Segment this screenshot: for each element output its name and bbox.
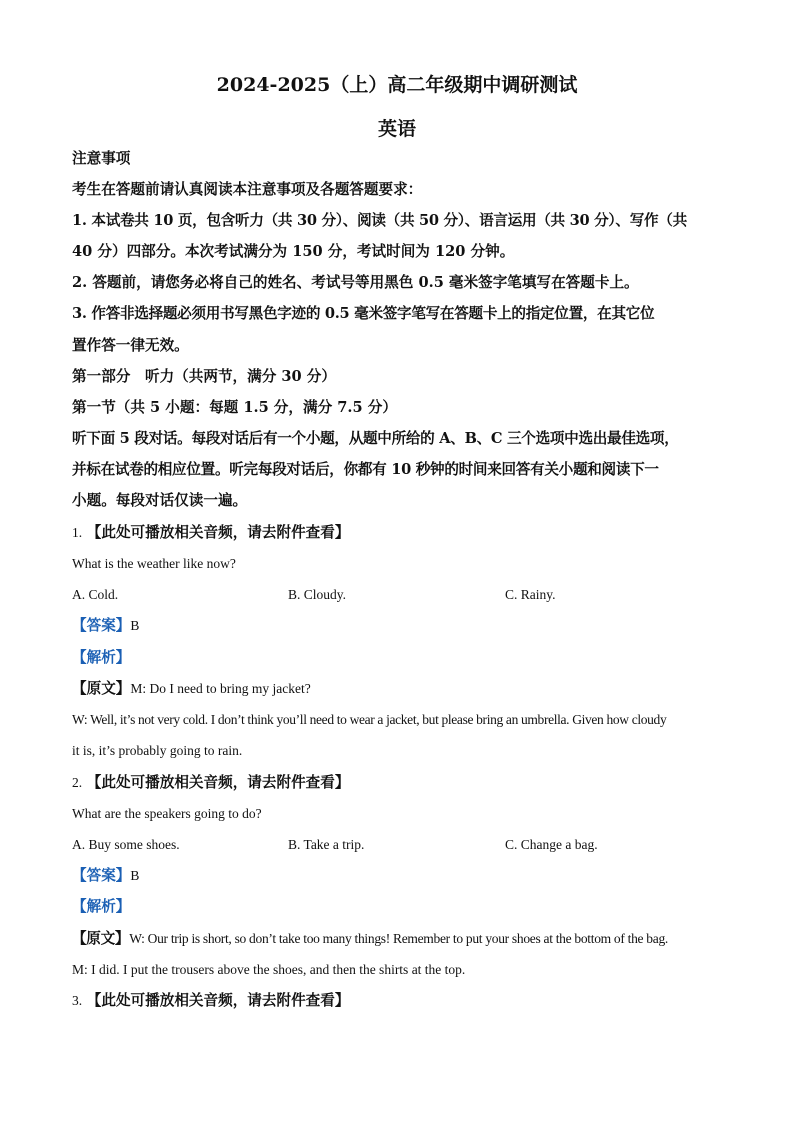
question-1-text: What is the weather like now? [72, 556, 236, 571]
notice-item-1-line-2: 40 分）四部分。本次考试满分为 150 分，考试时间为 120 分钟。 [72, 243, 515, 260]
question-1-answer [72, 616, 732, 636]
question-1-original-line-3: it is, it’s probably going to rain. [72, 743, 243, 758]
question-2-header [72, 773, 732, 793]
question-number: 1. [72, 525, 83, 540]
audio-note: 【此处可播放相关音频，请去附件查看】 [86, 774, 350, 791]
question-1-analysis [72, 648, 732, 668]
question-1-header [72, 523, 732, 543]
question-1-original-line-1 [72, 679, 732, 699]
analysis-label: 【解析】 [72, 898, 131, 915]
instructions-line-3: 小题。每段对话仅读一遍。 [72, 492, 248, 509]
question-1-original-line-2: W: Well, it’s not very cold. I don’t think you’ll need to wear a jacket, but please bring an umbrella. Given how cloudy [72, 712, 667, 727]
subject-title: 英语 [377, 118, 416, 140]
notice-item-3-line-2: 置作答一律无效。 [72, 337, 189, 354]
question-number: 2. [72, 775, 83, 790]
notice-item-3-line-1: 3. 作答非选择题必须用书写黑色字迹的 0.5 毫米签字笔写在答题卡上的指定位置，在其它位 [72, 305, 655, 322]
question-3-header [72, 991, 732, 1011]
original-label: 【原文】 [72, 930, 130, 947]
question-2-answer [72, 866, 732, 886]
instructions-line-2: 并标在试卷的相应位置。听完每段对话后，你都有 10 秒钟的时间来回答有关小题和阅读下一 [72, 461, 659, 478]
answer-value: B [130, 868, 140, 883]
answer-label: 【答案】 [72, 867, 131, 884]
audio-note: 【此处可播放相关音频，请去附件查看】 [86, 524, 350, 541]
section1-heading: 第一节（共 5 小题：每题 1.5 分，满分 7.5 分） [72, 399, 397, 416]
question-2-analysis [72, 897, 732, 917]
question-number: 3. [72, 993, 83, 1008]
question-2-original-line-1 [72, 929, 732, 949]
question-1-option-c: C. Rainy. [505, 587, 556, 602]
question-2-text: What are the speakers going to do? [72, 806, 262, 821]
page-title: 2024-2025（上）高二年级期中调研测试 [216, 74, 578, 96]
notice-heading: 注意事项 [72, 150, 131, 167]
notice-item-2: 2. 答题前，请您务必将自己的姓名、考试号等用黑色 0.5 毫米签字笔填写在答题卡上。 [72, 274, 639, 291]
answer-value: B [130, 618, 140, 633]
audio-note: 【此处可播放相关音频，请去附件查看】 [86, 992, 350, 1009]
question-1-option-a: A. Cold. [72, 587, 119, 602]
notice-intro: 考生在答题前请认真阅读本注意事项及各题答题要求： [72, 181, 423, 198]
part1-heading: 第一部分 听力（共两节，满分 30 分） [72, 368, 336, 385]
question-2-option-c: C. Change a bag. [505, 837, 598, 852]
original-text: M: Do I need to bring my jacket? [130, 681, 311, 696]
original-text: W: Our trip is short, so don’t take too many things! Remember to put your shoes at the bottom of the bag. [129, 931, 668, 946]
notice-item-1-line-1: 1. 本试卷共 10 页，包含听力（共 30 分）、阅读（共 50 分）、语言运用（共 30 分）、写作（共 [72, 212, 687, 229]
analysis-label: 【解析】 [72, 649, 131, 666]
instructions-line-1: 听下面 5 段对话。每段对话后有一个小题，从题中所给的 A、B、C 三个选项中选出最佳选项， [72, 430, 679, 447]
original-label: 【原文】 [72, 680, 131, 697]
question-1-option-b: B. Cloudy. [288, 587, 347, 602]
question-2-option-b: B. Take a trip. [288, 837, 365, 852]
answer-label: 【答案】 [72, 617, 131, 634]
question-2-option-a: A. Buy some shoes. [72, 837, 180, 852]
question-2-original-line-2: M: I did. I put the trousers above the shoes, and then the shirts at the top. [72, 962, 466, 977]
